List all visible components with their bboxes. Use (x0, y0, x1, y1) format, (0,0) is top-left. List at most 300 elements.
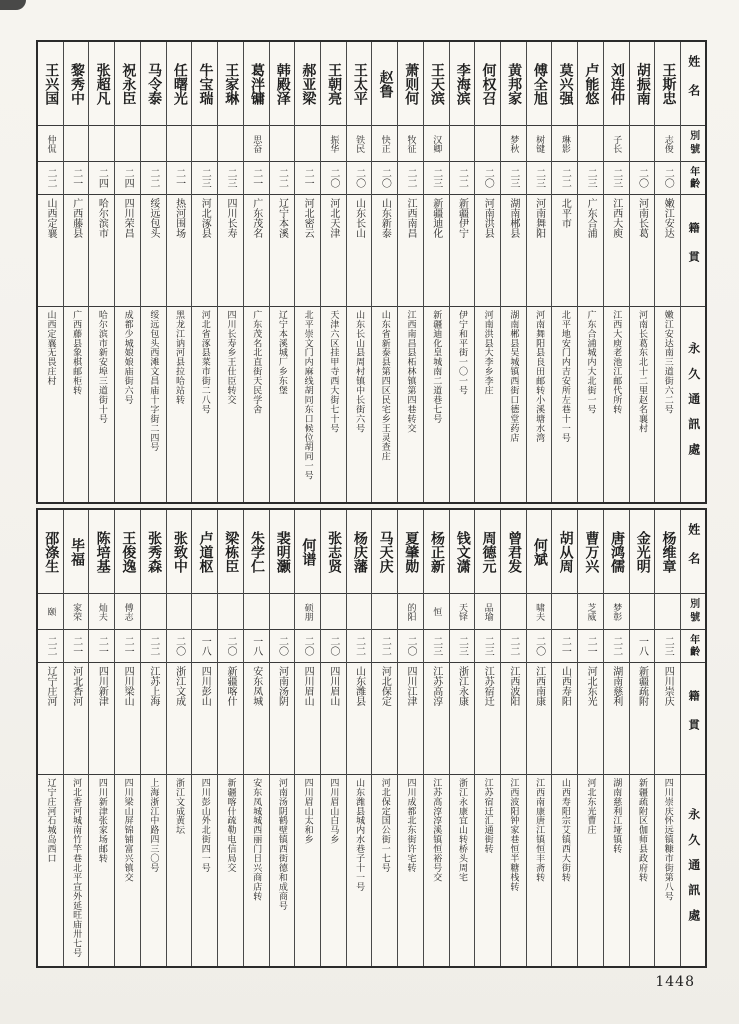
person-alias: 梦秋 (501, 126, 526, 162)
person-name: 杨正新 (424, 510, 449, 594)
person-address: 河北香河城南竹竿巷北平宣外延旺庙卅七号 (71, 778, 82, 958)
person-native-place: 四川彭山 (192, 663, 217, 775)
person-age: 二一 (89, 630, 114, 663)
person-age: 二三 (527, 162, 552, 195)
person-age: 二三 (218, 162, 243, 195)
person-column (604, 510, 630, 966)
person-column (115, 42, 141, 502)
person-name: 杨庆藩 (347, 510, 372, 594)
person-address: 湖南慈利江垭镇转 (611, 778, 622, 854)
person-alias: 傅志 (115, 594, 140, 630)
person-native-place: 山西寿阳 (552, 663, 577, 775)
person-native-place: 新疆疏附 (630, 663, 655, 775)
top-directory-table (36, 40, 707, 504)
person-name: 王兴国 (38, 42, 63, 126)
person-age: 二〇 (372, 162, 397, 195)
person-name: 黄邦家 (501, 42, 526, 126)
header-name-label: 姓名 (681, 42, 705, 126)
person-age: 二一 (295, 162, 320, 195)
person-column (141, 510, 167, 966)
person-address: 安东凤城城西丽门日兴商店转 (251, 778, 262, 901)
person-age: 二二 (38, 630, 63, 663)
person-column (295, 510, 321, 966)
person-age: 一八 (630, 630, 655, 663)
person-age: 二〇 (321, 630, 346, 663)
person-age: 二〇 (295, 630, 320, 663)
top-header-column (681, 42, 705, 502)
person-age: 二三 (655, 630, 680, 663)
person-name: 周德元 (475, 510, 500, 594)
person-native-place: 山东潍县 (347, 663, 372, 775)
person-native-place: 江苏宿迁 (475, 663, 500, 775)
person-age: 二〇 (527, 630, 552, 663)
person-age: 二二 (372, 630, 397, 663)
person-address: 黑龙江讷河县拉哈站转 (174, 310, 185, 405)
person-age: 二〇 (270, 630, 295, 663)
person-column (450, 42, 476, 502)
person-name: 曹万兴 (578, 510, 603, 594)
person-address: 江西波阳钟家巷恒半糖栈转 (508, 778, 519, 892)
person-alias: 汉卿 (424, 126, 449, 162)
person-column (630, 510, 656, 966)
person-age: 二二 (604, 630, 629, 663)
person-address: 伊宁和平街一〇一号 (456, 310, 467, 396)
person-name: 毕福 (64, 510, 89, 594)
person-alias (270, 594, 295, 630)
person-alias (321, 594, 346, 630)
person-address: 北平地安门内吉安所左巷十一号 (559, 310, 570, 443)
person-alias (347, 594, 372, 630)
person-alias: 的阳 (398, 594, 423, 630)
header-native-label: 籍貫 (681, 195, 705, 307)
person-alias: 灿夫 (89, 594, 114, 630)
person-address: 新疆喀什疏勒电信局交 (225, 778, 236, 873)
person-address: 河南汤阴鹤壁镇西街德和成商号 (276, 778, 287, 911)
person-name: 梁栋臣 (218, 510, 243, 594)
person-age: 二三 (424, 162, 449, 195)
person-address: 天津六区挂甲寺西大街七十号 (328, 310, 339, 433)
person-address: 上海浙江中路四三〇号 (148, 778, 159, 873)
person-name: 胡振南 (630, 42, 655, 126)
person-native-place: 辽宁本溪 (270, 195, 295, 307)
person-column (475, 42, 501, 502)
person-age: 二一 (244, 162, 269, 195)
person-age: 二二 (270, 162, 295, 195)
person-native-place: 广西藤县 (64, 195, 89, 307)
person-name: 张志贤 (321, 510, 346, 594)
person-alias: 志俊 (655, 126, 680, 162)
person-age: 二二 (38, 162, 63, 195)
person-name: 张秀森 (141, 510, 166, 594)
person-address: 四川新津张家场邮转 (96, 778, 107, 864)
person-address: 河北保定国公街一七号 (379, 778, 390, 873)
person-alias (372, 594, 397, 630)
person-address: 四川梁山屏锦铺富兴镇交 (122, 778, 133, 882)
person-age: 二〇 (321, 162, 346, 195)
person-alias (192, 594, 217, 630)
person-address: 嫩江安达南三道街六二号 (662, 310, 673, 414)
person-column (167, 42, 193, 502)
person-native-place: 浙江永康 (450, 663, 475, 775)
person-column (501, 42, 527, 502)
person-age: 二一 (167, 162, 192, 195)
person-native-place: 山东新泰 (372, 195, 397, 307)
person-age: 二三 (604, 162, 629, 195)
person-native-place: 广东茂名 (244, 195, 269, 307)
person-native-place: 新疆迪化 (424, 195, 449, 307)
person-alias (501, 594, 526, 630)
person-native-place: 四川新津 (89, 663, 114, 775)
person-column (89, 42, 115, 502)
person-name: 黎秀中 (64, 42, 89, 126)
person-alias (167, 594, 192, 630)
person-address: 山东省新泰县第四区民宅乡王灵查庄 (379, 310, 390, 462)
person-name: 邵涤生 (38, 510, 63, 594)
person-native-place: 湖南慈利 (604, 663, 629, 775)
person-address: 新疆迪化皇城南二道巷七号 (431, 310, 442, 424)
person-alias: 琳影 (552, 126, 577, 162)
person-column (630, 42, 656, 502)
person-name: 唐鸿儒 (604, 510, 629, 594)
person-name: 赵鲁 (372, 42, 397, 126)
person-native-place: 江西大庾 (604, 195, 629, 307)
person-native-place: 四川崇庆 (655, 663, 680, 775)
person-address: 河南舞阳县良田邮转小溪塘水湾 (534, 310, 545, 443)
bottom-directory-table (36, 508, 707, 968)
header-alias-label: 別號 (681, 126, 705, 162)
person-name: 曾君发 (501, 510, 526, 594)
person-name: 任曙光 (167, 42, 192, 126)
person-age: 二一 (115, 630, 140, 663)
person-address: 浙江永康宜山转桥头周宅 (456, 778, 467, 882)
person-name: 郝亚梁 (295, 42, 320, 126)
person-age: 二〇 (218, 630, 243, 663)
person-name: 钱文潇 (450, 510, 475, 594)
person-column (347, 510, 373, 966)
person-column (527, 510, 553, 966)
person-age: 二二 (450, 162, 475, 195)
person-age: 二四 (115, 162, 140, 195)
person-address: 河南长葛东北十二里赵名襄村 (636, 310, 647, 433)
person-column (424, 42, 450, 502)
person-native-place: 哈尔滨市 (89, 195, 114, 307)
person-column (218, 510, 244, 966)
person-name: 萧则何 (398, 42, 423, 126)
person-alias: 天铎 (450, 594, 475, 630)
person-name: 张超凡 (89, 42, 114, 126)
person-address: 山西定襄无畏庄村 (45, 310, 56, 386)
person-name: 马令泰 (141, 42, 166, 126)
person-alias: 树键 (527, 126, 552, 162)
person-column (270, 42, 296, 502)
person-name: 王天滨 (424, 42, 449, 126)
person-address: 江西大庾老池江邮代所转 (611, 310, 622, 414)
person-age: 二三 (501, 162, 526, 195)
person-name: 王斯忠 (655, 42, 680, 126)
person-name: 莫兴强 (552, 42, 577, 126)
person-column (192, 510, 218, 966)
person-age: 二三 (450, 630, 475, 663)
person-alias (450, 126, 475, 162)
person-column (218, 42, 244, 502)
person-name: 陈培基 (89, 510, 114, 594)
person-age: 二四 (89, 162, 114, 195)
person-address: 江苏宿迁汇通街转 (482, 778, 493, 854)
person-column (244, 42, 270, 502)
person-alias (552, 594, 577, 630)
person-native-place: 辽宁庄河 (38, 663, 63, 775)
header-address-label: 永久通訊處 (686, 807, 701, 934)
person-address: 四川眉山太和乡 (302, 778, 313, 845)
person-native-place: 山东长山 (347, 195, 372, 307)
person-column (655, 42, 681, 502)
person-address: 四川眉山白马乡 (328, 778, 339, 845)
person-name: 卢能悠 (578, 42, 603, 126)
person-name: 祝永臣 (115, 42, 140, 126)
person-alias (141, 594, 166, 630)
person-native-place: 河南舞阳 (527, 195, 552, 307)
person-column (578, 42, 604, 502)
person-native-place: 广东合浦 (578, 195, 603, 307)
person-name: 刘连仲 (604, 42, 629, 126)
person-column (475, 510, 501, 966)
person-address: 绥远包头西滩文昌庙十字街二四号 (148, 310, 159, 452)
person-native-place: 河南长葛 (630, 195, 655, 307)
person-age: 二一 (64, 162, 89, 195)
person-native-place: 河南洪县 (475, 195, 500, 307)
person-alias (64, 126, 89, 162)
person-alias: 芝威 (578, 594, 603, 630)
person-address: 哈尔滨市新安埠三道街十号 (96, 310, 107, 424)
person-address: 辽宁庄河石城岛西口 (45, 778, 56, 864)
person-native-place: 河北东光 (578, 663, 603, 775)
person-address: 山东长山县周村镇中长街六号 (354, 310, 365, 433)
person-native-place: 河北密云 (295, 195, 320, 307)
person-address: 江西南昌县柘林镇第四巷转交 (405, 310, 416, 433)
person-column (115, 510, 141, 966)
person-name: 马天庆 (372, 510, 397, 594)
person-column (270, 510, 296, 966)
person-alias (295, 126, 320, 162)
person-name: 李海滨 (450, 42, 475, 126)
person-alias (578, 126, 603, 162)
person-column (424, 510, 450, 966)
person-address: 河北东光曹庄 (585, 778, 596, 835)
person-column (141, 42, 167, 502)
person-name: 王太平 (347, 42, 372, 126)
person-alias (218, 594, 243, 630)
person-native-place: 嫩江安达 (655, 195, 680, 307)
person-native-place: 四川眉山 (295, 663, 320, 775)
person-column (372, 42, 398, 502)
person-age: 二〇 (167, 630, 192, 663)
person-name: 王朝亮 (321, 42, 346, 126)
person-address: 浙江文成黄坛 (174, 778, 185, 835)
person-column (398, 510, 424, 966)
person-column (64, 42, 90, 502)
person-column (64, 510, 90, 966)
person-address: 四川长寿乡王仕臣转交 (225, 310, 236, 405)
person-age: 二三 (424, 630, 449, 663)
person-native-place: 绥远包头 (141, 195, 166, 307)
person-native-place: 河南汤阴 (270, 663, 295, 775)
person-alias (630, 594, 655, 630)
person-name: 傅全旭 (527, 42, 552, 126)
person-name: 卢道枢 (192, 510, 217, 594)
person-native-place: 四川梁山 (115, 663, 140, 775)
person-age: 一八 (244, 630, 269, 663)
person-age: 二二 (398, 162, 423, 195)
person-age: 二二 (552, 162, 577, 195)
person-age: 二〇 (347, 162, 372, 195)
person-age: 二〇 (475, 162, 500, 195)
person-age: 二二 (501, 630, 526, 663)
person-name: 何权召 (475, 42, 500, 126)
person-alias: 颐 (38, 594, 63, 630)
person-column (655, 510, 681, 966)
person-native-place: 江苏高淳 (424, 663, 449, 775)
person-native-place: 河北天津 (321, 195, 346, 307)
person-address: 广东合浦城内大北街一号 (585, 310, 596, 414)
person-column (38, 510, 64, 966)
person-native-place: 河北涿县 (192, 195, 217, 307)
person-column (501, 510, 527, 966)
person-column (321, 510, 347, 966)
person-name: 葛泮镛 (244, 42, 269, 126)
person-column (578, 510, 604, 966)
person-column (527, 42, 553, 502)
person-name: 何谱 (295, 510, 320, 594)
person-column (38, 42, 64, 502)
person-name: 王家琳 (218, 42, 243, 126)
person-native-place: 新疆伊宁 (450, 195, 475, 307)
person-alias: 牧征 (398, 126, 423, 162)
person-native-place: 新疆喀什 (218, 663, 243, 775)
person-address: 广西藤县象棋邮柜转 (71, 310, 82, 396)
person-age: 二一 (578, 630, 603, 663)
person-alias: 铁民 (347, 126, 372, 162)
person-address: 四川彭山外北街四一号 (199, 778, 210, 873)
person-address: 新疆疏附区伽师县政府转 (636, 778, 647, 882)
person-address: 山西寿阳宗艾镇西大街转 (559, 778, 570, 882)
person-address: 湖南郴县吴城镇西街口德堂药店 (508, 310, 519, 443)
person-address: 四川成都北东街许宅转 (405, 778, 416, 873)
person-native-place: 山西定襄 (38, 195, 63, 307)
header-age-label: 年齡 (681, 162, 705, 195)
person-address: 山东潍县城内水巷子十一号 (354, 778, 365, 892)
person-name: 何斌 (527, 510, 552, 594)
person-age: 二二 (141, 162, 166, 195)
person-alias: 振华 (321, 126, 346, 162)
person-alias (475, 126, 500, 162)
person-column (89, 510, 115, 966)
person-alias (167, 126, 192, 162)
person-name: 韩殿泽 (270, 42, 295, 126)
person-alias (655, 594, 680, 630)
person-column (295, 42, 321, 502)
person-native-place: 江西波阳 (501, 663, 526, 775)
person-native-place: 河北香河 (64, 663, 89, 775)
header-native-label: 籍貫 (681, 663, 705, 775)
person-address: 辽宁本溪城厂乡东堡 (276, 310, 287, 396)
page-number: 1448 (655, 974, 695, 990)
person-age: 二一 (552, 630, 577, 663)
person-native-place: 四川长寿 (218, 195, 243, 307)
person-alias: 仲侃 (38, 126, 63, 162)
person-column (450, 510, 476, 966)
person-address: 四川崇庆怀远镇糠市街第八号 (662, 778, 673, 901)
person-alias: 思奋 (244, 126, 269, 162)
person-address: 北平崇文门内麻线胡同东口候位胡同一号 (302, 310, 313, 481)
header-age-label: 年齡 (681, 630, 705, 663)
person-column (552, 510, 578, 966)
person-native-place: 四川江津 (398, 663, 423, 775)
person-column (192, 42, 218, 502)
person-name: 杨维章 (655, 510, 680, 594)
person-name: 胡从周 (552, 510, 577, 594)
person-native-place: 北平市 (552, 195, 577, 307)
person-alias (89, 126, 114, 162)
person-alias: 品瑜 (475, 594, 500, 630)
person-column (552, 42, 578, 502)
person-column (347, 42, 373, 502)
person-native-place: 安东凤城 (244, 663, 269, 775)
header-name-label: 姓名 (681, 510, 705, 594)
person-age: 二三 (475, 630, 500, 663)
person-address: 江西南康唐江镇恒丰斋转 (534, 778, 545, 882)
person-alias: 快正 (372, 126, 397, 162)
person-column (372, 510, 398, 966)
person-age: 二二 (347, 630, 372, 663)
person-native-place: 江苏上海 (141, 663, 166, 775)
person-name: 裴明灏 (270, 510, 295, 594)
person-address: 河南洪县大李乡李庄 (482, 310, 493, 396)
bottom-header-column (681, 510, 705, 966)
person-native-place: 四川荣昌 (115, 195, 140, 307)
person-alias (630, 126, 655, 162)
person-address: 河北省涿县菜市街二八号 (199, 310, 210, 414)
person-name: 朱学仁 (244, 510, 269, 594)
person-age: 二〇 (655, 162, 680, 195)
person-alias: 家荣 (64, 594, 89, 630)
person-column (398, 42, 424, 502)
person-name: 张致中 (167, 510, 192, 594)
person-age: 二三 (578, 162, 603, 195)
person-age: 一八 (192, 630, 217, 663)
scan-artifact (0, 0, 26, 10)
person-column (244, 510, 270, 966)
person-alias: 啸夫 (527, 594, 552, 630)
person-alias (192, 126, 217, 162)
person-alias (270, 126, 295, 162)
person-native-place: 浙江文成 (167, 663, 192, 775)
person-alias: 硕朋 (295, 594, 320, 630)
person-native-place: 江西南昌 (398, 195, 423, 307)
person-column (167, 510, 193, 966)
person-name: 金光明 (630, 510, 655, 594)
person-native-place: 四川眉山 (321, 663, 346, 775)
header-alias-label: 別號 (681, 594, 705, 630)
person-alias: 子长 (604, 126, 629, 162)
person-alias (218, 126, 243, 162)
person-alias: 梦彰 (604, 594, 629, 630)
person-age: 二一 (64, 630, 89, 663)
person-alias (244, 594, 269, 630)
person-native-place: 热河围场 (167, 195, 192, 307)
person-age: 二三 (192, 162, 217, 195)
person-address: 江苏高淳淳溪镇恒裕号交 (431, 778, 442, 882)
person-age: 二二 (141, 630, 166, 663)
